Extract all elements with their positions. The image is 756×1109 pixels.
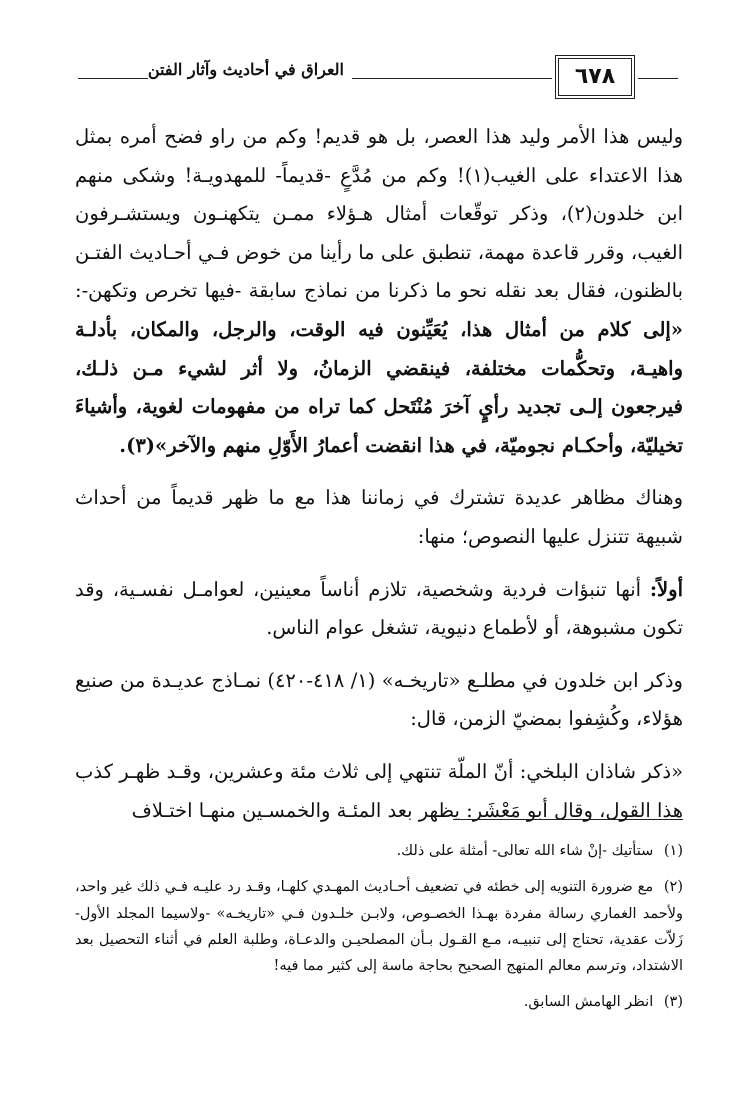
header-rule-left [78,78,148,79]
footnote-2 [75,874,683,979]
footnote-number: (٢) [663,879,683,896]
footnote-text: انظر الهامش السابق. [523,994,654,1011]
paragraph-ibn-khaldun: وذكر ابن خلدون في مطلـع «تاريخـه» (١/ ٤١٨-٤٢٠) نمـاذج عديـدة من صنيع هؤلاء، وكُشِفوا بمضيّ الزمن، قال: [75,668,683,731]
quoted-passage: «إلى كلام من أمثال هذا، يُعَيِّنون فيه الوقت، والرجل، والمكان، بأدلـة واهيـة، وتحكُّمات مختلفة، فينقضي الزمانُ، ولا أثر لشيء مـن ذلـك، فيرجعون إلـى تجديد رأيٍ آخرَ مُنْتَحل كما تراه من مفهومات لغوية، وأشياءَ تخيليّة، وأحكـام نجوميّة، في هذا انقضت أعمارُ الأَوّلِ منهم والآخر»(٣). [75,317,683,457]
page-header [70,58,680,98]
header-rule-right [638,78,678,79]
footnote-text: مع ضرورة التنويه إلى خطئه في تضعيف أحـاديث المهـدي كلهـا، وقـد رد عليـه فـي ذلك غير واحد، ولأحمد الغماري رسالة مفردة بهـذا الخصـوص، ولابـن خلـدون فـي «تاريخـه» -ولاسيما المجلد الأول- زَلاّت عقدية، تحتاج إلى تنبيـه، مـع القـول بـأن المصلحيـن والدعـاة، وطلبة العلم في أثناء التحصيل بعد الاشتداد، وترسم معالم المنهج الصحيح بحاجة ماسة إلى كثير مما فيه! [75,879,683,975]
first-point-label: أولاً: [649,577,683,601]
footnote-1 [75,838,683,864]
paragraph-intro [75,118,683,465]
paragraph-first-point [75,571,683,648]
footnote-number: (٣) [663,994,683,1011]
paragraph-quote-shadhan: «ذكر شاذان البلخي: أنّ الملّة تنتهي إلى ثلاث مئة وعشرين، وقـد ظهـر كذب هذا القول، وقال أبو مَعْشَر: يظهر بعد المئـة والخمسـين منهـا اختـلاف [75,759,683,822]
header-rule-middle [352,78,552,79]
main-text [75,118,683,844]
first-point-text: أنها تنبؤات فردية وشخصية، تلازم أناساً معينين، لعوامـل نفسـية، وقد تكون مشبوهة، أو لأطماع دنيوية، تشغل عوام الناس. [75,577,683,640]
footnote-separator [453,819,683,820]
footnote-number: (١) [663,843,683,859]
footnote-3 [75,989,683,1015]
paragraph-intro-text: وليس هذا الأمر وليد هذا العصر، بل هو قديم! وكم من راو فضح أمره بمثل هذا الاعتداء على الغيب(١)! وكم من مُدَّعٍ -قديماً- للمهدويـة! وشكى منهم ابن خلدون(٢)، وذكر توقّعات أمثال هـؤلاء ممـن يتكهنـون ويستشـرفون الغيب، وقرر قاعدة مهمة، تنطبق على ما رأينا من خوض فـي أحـاديث الفتـن بالظنون، فقال بعد نقله نحو ما ذكرنا من نماذج سابقة -فيها تخرص وتكهن-: [75,125,684,303]
paragraph-phenomena: وهناك مظاهر عديدة تشترك في زماننا هذا مع ما ظهر قديماً من أحداث شبيهة تتنزل عليها النصوص؛ منها: [75,486,683,548]
running-title: العراق في أحاديث وآثار الفتن [147,60,344,79]
footnotes [75,838,683,1026]
footnote-text: ستأتيك -إنْ شاء الله تعالى- أمثلة على ذلك. [396,843,654,859]
page-number: ٦٧٨ [558,58,632,96]
